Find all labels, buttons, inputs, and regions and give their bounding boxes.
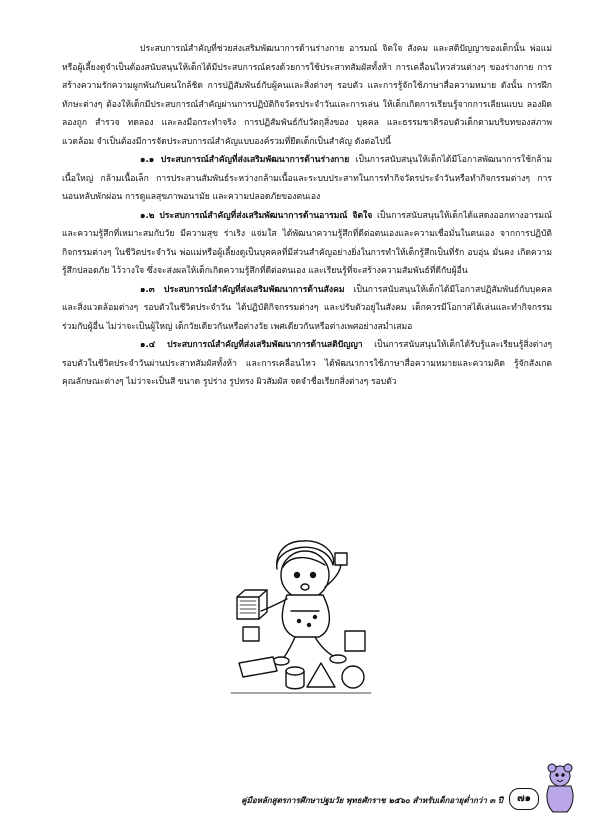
section-heading: ๑.๔ ประสบการณ์สำคัญที่ส่งเสริมพัฒนาการด้านสติปัญญา (140, 340, 363, 350)
intro-paragraph: ประสบการณ์สำคัญที่ช่วยส่งเสริมพัฒนาการด้านร่างกาย อารมณ์ จิตใจ สังคม และสติปัญญาของเด็กนั้น พ่อแม่หรือผู้เลี้ยงดูจำเป็นต้องสนับสนุนให้เด็กได้มีประสบการณ์ตรงด้วยการใช้ประสาทสัมผัสทั้งห้า การเคลื่อนไหวส่วนต่างๆ ของร่างกาย การสร้างความรักความผูกพันกับคนใกล้ชิด การปฏิสัมพันธ์กับผู้คนและสิ่งต่างๆ รอบตัว และการรู้จักใช้ภาษาสื่อความหมาย ดังนั้น การฝึกทักษะต่างๆ ต้องให้เด็กมีประสบการณ์สำคัญผ่านการปฏิบัติกิจวัตรประจำวันและการเล่น ให้เด็กเกิดการเรียนรู้จากการเลียนแบบ ลองผิดลองถูก สำรวจ ทดลอง และลงมือกระทำจริง การปฏิสัมพันธ์กับวัตถุสิ่งของ บุคคล และธรรมชาติรอบตัวเด็กตามบริบทของสภาพแวดล้อม จำเป็นต้องมีการจัดประสบการณ์สำคัญแบบองค์รวมที่ยึดเด็กเป็นสำคัญ ดังต่อไปนี้ (62, 44, 552, 147)
section-heading: ๑.๑ ประสบการณ์สำคัญที่ส่งเสริมพัฒนาการด้านร่างกาย (140, 155, 350, 165)
section-heading: ๑.๓ ประสบการณ์สำคัญที่ส่งเสริมพัฒนาการด้านสังคม (140, 284, 345, 295)
section-text: เป็นการสนับสนุนให้เด็กได้มีโอกาสพัฒนาการใช้กล้ามเนื้อใหญ่ กล้ามเนื้อเล็ก การประสานสัมพันธ์ระหว่างกล้ามเนื้อและระบบประสาทในการทำกิจวัตรประจำวันหรือทำกิจกรรมต่างๆ การนอนหลับพักผ่อน การดูแลสุขภาพอนามัย และความปลอดภัยของตนเอง (62, 155, 552, 202)
child-playing-blocks-illustration (225, 535, 375, 700)
child-mascot-icon (539, 762, 581, 817)
section-text: เป็นการสนับสนุนให้เด็กได้รับรู้และเรียนรู้สิ่งต่างๆ รอบตัวในชีวิตประจำวันผ่านประสาทสัมผัสทั้งห้า และการเคลื่อนไหว ได้พัฒนาการใช้ภาษาสื่อความหมายและความคิด รู้จักสังเกตคุณลักษณะต่างๆ ไม่ว่าจะเป็นสี ขนาด รูปร่าง รูปทรง ผิวสัมผัส จดจำชื่อเรียกสิ่งต่างๆ รอบตัว (62, 340, 552, 387)
body-text (62, 40, 552, 392)
section-text: เป็นการสนับสนุนให้เด็กได้แสดงออกทางอารมณ์และความรู้สึกที่เหมาะสมกับวัย มีความสุข ร่าเริง แจ่มใส ได้พัฒนาความรู้สึกที่ดีต่อตนเองและความเชื่อมั่นในตนเอง จากการปฏิบัติกิจกรรมต่างๆ ในชีวิตประจำวัน พ่อแม่หรือผู้เลี้ยงดูเป็นบุคคลที่มีส่วนสำคัญอย่างยิ่งในการทำให้เด็กรู้สึกเป็นที่รัก อบอุ่น มั่นคง เกิดความรู้สึกปลอดภัย ไว้วางใจ ซึ่งจะส่งผลให้เด็กเกิดความรู้สึกที่ดีต่อตนเอง และเรียนรู้ที่จะสร้างความสัมพันธ์ที่ดีกับผู้อื่น (62, 210, 552, 276)
page-footer (0, 780, 595, 820)
footer-title: คู่มือหลักสูตรการศึกษาปฐมวัย พุทธศักราช ๒๕๖๐ สำหรับเด็กอายุต่ำกว่า ๓ ปี (241, 796, 503, 805)
section-paragraph (62, 281, 552, 337)
section-paragraph (62, 207, 552, 281)
section-heading: ๑.๒ ประสบการณ์สำคัญที่ส่งเสริมพัฒนาการด้านอารมณ์ จิตใจ (140, 210, 373, 221)
section-paragraph (62, 151, 552, 207)
section-paragraph (62, 336, 552, 392)
section-text: เป็นการสนับสนุนให้เด็กได้มีโอกาสปฏิสัมพันธ์กับบุคคลและสิ่งแวดล้อมต่างๆ รอบตัวในชีวิตประจำวัน ได้ปฏิบัติกิจกรรมต่างๆ และปรับตัวอยู่ในสังคม เด็กควรมีโอกาสได้เล่นและทำกิจกรรมร่วมกับผู้อื่น ไม่ว่าจะเป็นผู้ใหญ่ เด็กวัยเดียวกันหรือต่างวัย เพศเดียวกันหรือต่างเพศอย่างสม่ำเสมอ (62, 284, 552, 332)
page-number: ๗๑ (509, 788, 539, 810)
